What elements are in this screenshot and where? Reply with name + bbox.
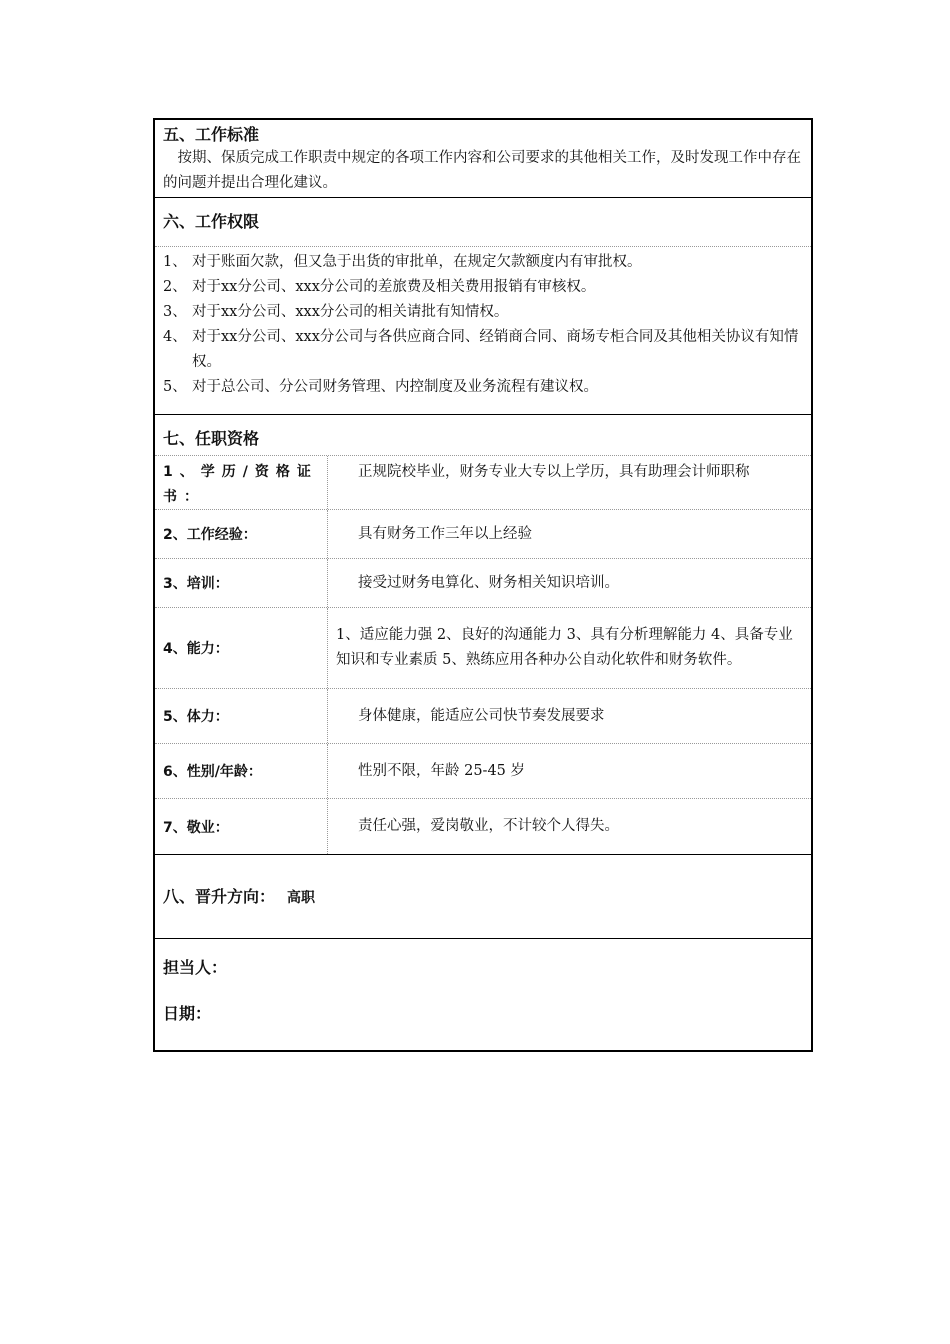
- section-work-authority: [155, 198, 811, 415]
- list-item: 1、 对于账面欠款，但又急于出货的审批单，在规定欠款额度内有审批权。: [163, 254, 642, 270]
- section-promotion-title: 八、晋升方向：: [163, 886, 276, 906]
- section-work-authority-title: 六、工作权限: [155, 198, 811, 247]
- qualification-value: 责任心强，爱岗敬业，不计较个人得失。: [358, 818, 619, 834]
- qualification-label: 6、性别/年龄：: [155, 744, 328, 798]
- table-row: [155, 799, 811, 854]
- qualification-value: 正规院校毕业，财务专业大专以上学历，具有助理会计师职称: [358, 464, 750, 480]
- section-work-standard-title: 五、工作标准: [163, 125, 260, 144]
- table-row: [155, 744, 811, 799]
- qualification-value: 性别不限，年龄 25-45 岁: [358, 762, 526, 779]
- section-qualifications-title: 七、任职资格: [155, 415, 811, 456]
- qualification-label: 5、体力：: [155, 689, 328, 743]
- qualification-label: 2、工作经验：: [155, 510, 328, 558]
- date-label: 日期：: [163, 1004, 212, 1023]
- table-row: [155, 559, 811, 608]
- qualification-value: 具有财务工作三年以上经验: [358, 525, 532, 542]
- qualification-label: 1、学历/资格证书：: [155, 456, 328, 509]
- qualification-label: 3、培训：: [155, 559, 328, 607]
- promotion-value: 高职: [287, 889, 316, 906]
- list-item: 2、 对于xx分公司、xxx分公司的差旅费及相关费用报销有审核权。: [163, 279, 596, 295]
- sign-off: [155, 939, 811, 1050]
- table-row: [155, 608, 811, 689]
- section-work-standard: [155, 120, 811, 198]
- qualification-value: 1、适应能力强 2、良好的沟通能力 3、具有分析理解能力 4、具备专业知识和专业素质 5、熟练应用各种办公自动化软件和财务软件。: [336, 627, 793, 668]
- section-work-standard-text: 按期、保质完成工作职责中规定的各项工作内容和公司要求的其他相关工作，及时发现工作中存在的问题并提出合理化建议。: [163, 150, 801, 191]
- job-description-form: [153, 118, 813, 1052]
- list-item: 3、 对于xx分公司、xxx分公司的相关请批有知情权。: [163, 304, 509, 320]
- table-row: [155, 689, 811, 744]
- section-qualifications: [155, 415, 811, 855]
- qualification-value: 接受过财务电算化、财务相关知识培训。: [358, 574, 619, 591]
- qualification-label: 7、敬业：: [155, 799, 328, 854]
- section-promotion: [155, 855, 811, 939]
- table-row: [155, 456, 811, 510]
- list-item: 5、 对于总公司、分公司财务管理、内控制度及业务流程有建议权。: [163, 379, 598, 395]
- qualification-label: 4、能力：: [155, 608, 328, 688]
- authority-list: [155, 247, 811, 400]
- qualification-value: 身体健康，能适应公司快节奏发展要求: [358, 707, 605, 724]
- table-row: [155, 510, 811, 559]
- list-item: 4、 对于xx分公司、xxx分公司与各供应商合同、经销商合同、商场专柜合同及其他相关协议有知情权。: [163, 329, 799, 370]
- person-in-charge-label: 担当人：: [163, 958, 228, 977]
